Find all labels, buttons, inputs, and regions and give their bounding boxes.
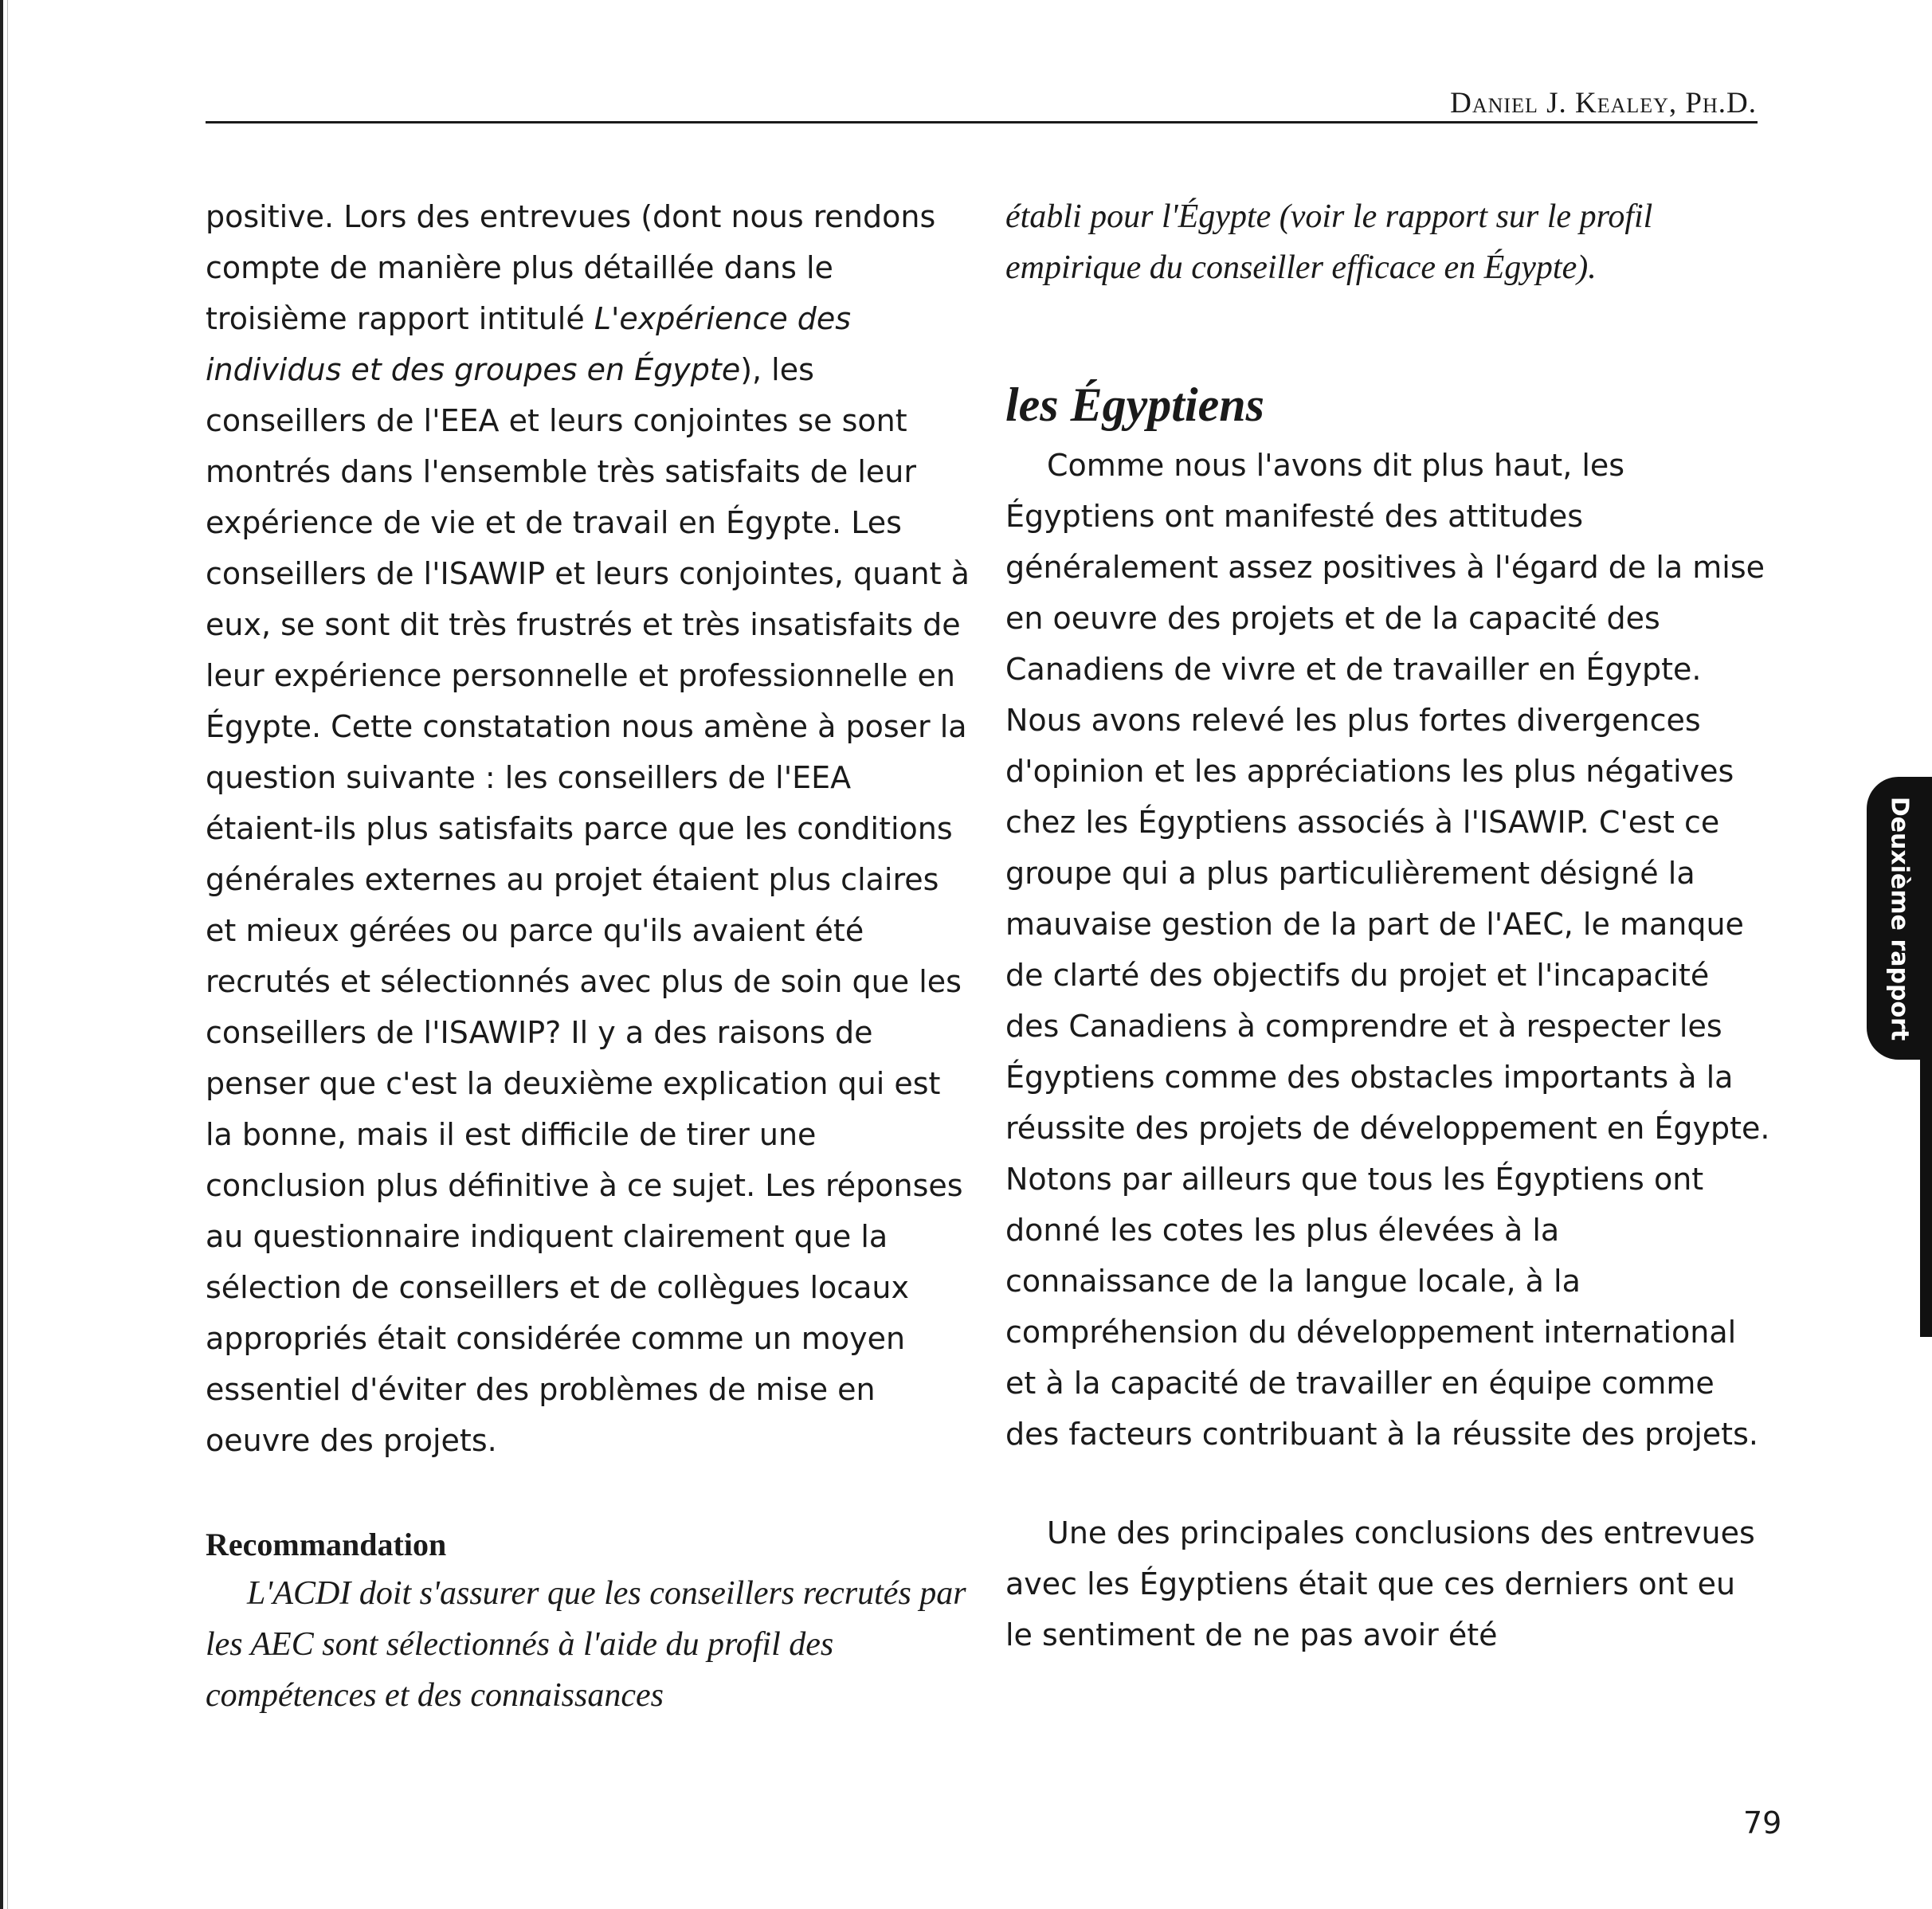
page-left-edge-shadow [7, 0, 8, 1909]
side-tab-label: Deuxième rapport [1885, 796, 1914, 1041]
paragraph-egyptians: Comme nous l'avons dit plus haut, les Égyptiens ont manifesté des attitudes généralement assez positives à l'égard de la mise en oeuvre des projets et de la capacité des Canadiens de vivre et de travailler en Égypte. Nous avons relevé les plus fortes divergences d'opinion et les appréciations les plus négatives chez les Égyptiens associés à l'ISAWIP. C'est ce groupe qui a plus particulièrement désigné la mauvaise gestion de la part de l'AEC, le manque de clarté des objectifs du projet et l'incapacité des Canadiens à comprendre et à respecter les Égyptiens comme des obstacles importants à la réussite des projets de développement en Égypte. Notons par ailleurs que tous les Égyptiens ont donné les cotes les plus élevées à la connaissance de la langue locale, à la compréhension du développement international et à la capacité de travailler en équipe comme des facteurs contribuant à la réussite des projets. [1005, 448, 1770, 1452]
left-column [206, 191, 970, 1721]
page-number: 79 [1743, 1805, 1782, 1840]
section-heading: les Égyptiens [1005, 378, 1264, 431]
recommendation-heading: Recommandation [206, 1527, 447, 1562]
running-header-author: Daniel J. Kealey, Ph.D. [1450, 87, 1757, 120]
paragraph-conclusions: Une des principales conclusions des entrevues avec les Égyptiens était que ces derniers ont eu le sentiment de ne pas avoir été [1005, 1515, 1755, 1652]
paragraph-interviews [206, 191, 970, 1466]
paragraph-text: positive. Lors des entrevues (dont nous rendons compte de manière plus détaillée dans le troisième rapport intitulé [206, 199, 936, 336]
header-rule [206, 121, 1758, 123]
report-title-italic: L'expérience des individus et des groupes en Égypte [206, 301, 852, 387]
recommendation-continued: établi pour l'Égypte (voir le rapport sur le profil empirique du conseiller efficace en Égypte). [1005, 198, 1653, 286]
recommendation-text: L'ACDI doit s'assurer que les conseillers recrutés par les AEC sont sélectionnés à l'aide du profil des compétences et des connaissances [206, 1575, 966, 1714]
paragraph-text: ), les conseillers de l'EEA et leurs conjointes se sont montrés dans l'ensemble très satisfaits de leur expérience de vie et de travail en Égypte. Les conseillers de l'ISAWIP et leurs conjointes, quant à eux, se sont dit très frustrés et très insatisfaits de leur expérience personnelle et professionnelle en Égypte. Cette constatation nous amène à poser la question suivante : les conseillers de l'EEA étaient-ils plus satisfaits parce que les conditions générales externes au projet étaient plus claires et mieux gérées ou parce qu'ils avaient été recrutés et sélectionnés avec plus de soin que les conseillers de l'ISAWIP? Il y a des raisons de penser que c'est la deuxième explication qui est la bonne, mais il est difficile de tirer une conclusion plus définitive à ce sujet. Les réponses au questionnaire indiquent clairement que la sélection de conseillers et de collègues locaux appropriés était considérée comme un moyen essentiel d'éviter des problèmes de mise en oeuvre des projets. [206, 352, 970, 1458]
page-left-edge [0, 0, 3, 1909]
right-column [1005, 191, 1770, 1660]
side-tab-bar [1920, 1060, 1932, 1337]
